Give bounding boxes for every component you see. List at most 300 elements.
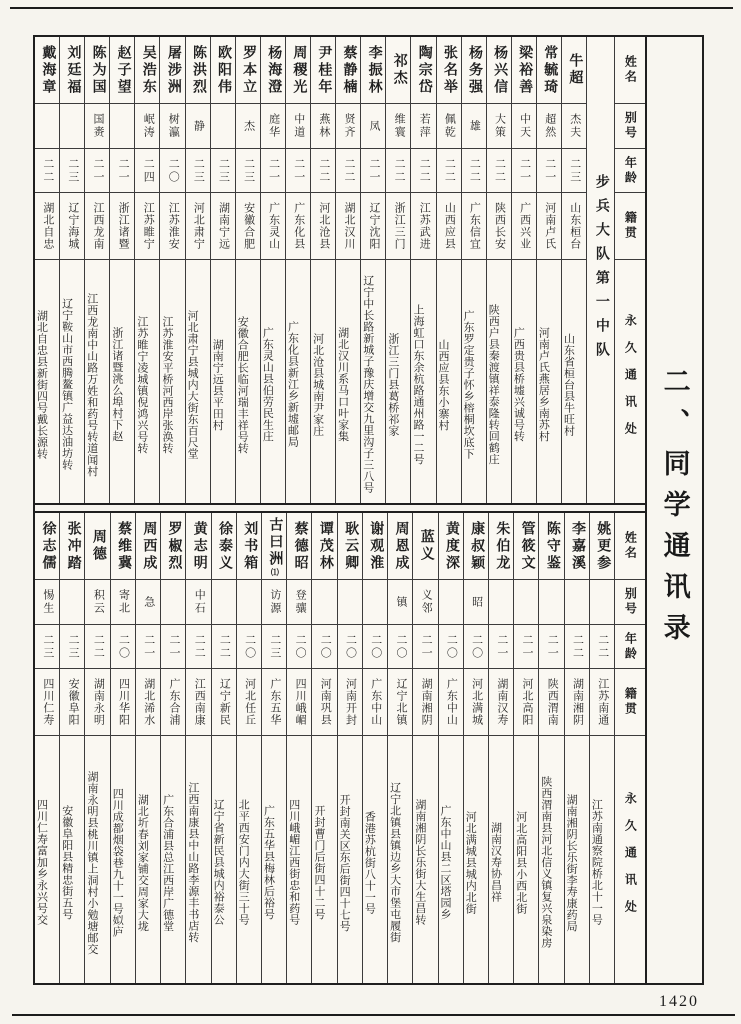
- person-name: 杨兴信: [492, 44, 508, 96]
- person-alias: 贤齐: [342, 113, 355, 139]
- person-native-place-cell: [512, 193, 536, 260]
- person-alias: 雄: [468, 119, 481, 133]
- header-age: 年龄: [623, 631, 638, 662]
- person-alias-cell: [236, 104, 260, 149]
- person-age-cell: [261, 149, 285, 193]
- person-column: [236, 513, 261, 983]
- person-column: [35, 513, 59, 983]
- person-native-place: 广东灵山: [267, 202, 280, 250]
- person-age: 二一: [495, 633, 508, 660]
- person-native-place: 河南开封: [344, 678, 357, 726]
- person-address: 开封曹门后街四十二号: [312, 805, 325, 920]
- person-native-place-cell: [489, 669, 513, 736]
- person-age: 二三: [242, 157, 255, 184]
- person-age: 二二: [393, 157, 406, 184]
- section-title-strip: [645, 37, 702, 983]
- person-age-cell: [186, 149, 210, 193]
- person-native-place: 广西兴业: [518, 202, 531, 250]
- person-address-cell: [514, 736, 538, 983]
- person-age: 二三: [268, 633, 281, 660]
- person-column: [210, 37, 235, 503]
- person-address-cell: [489, 736, 513, 983]
- person-name: 徐志儒: [40, 520, 56, 572]
- person-address: 广东罗定贵子怀乡榕桐坎底下: [462, 309, 475, 460]
- person-native-place: 河北任丘: [243, 678, 256, 726]
- person-name: 刘廷福: [65, 44, 81, 96]
- person-age: 二一: [292, 157, 305, 184]
- person-native-place: 河北沧县: [317, 202, 330, 250]
- person-name: 李嘉溪: [570, 520, 586, 572]
- person-address-cell: [135, 260, 159, 503]
- person-age-cell: [212, 625, 236, 669]
- person-native-place: 江西龙南: [92, 202, 104, 250]
- person-name-cell: [186, 513, 210, 580]
- person-alias: 超然: [543, 113, 556, 139]
- page-border-bottom: [12, 1014, 735, 1016]
- person-name-cell: [590, 513, 614, 580]
- person-native-place-cell: [261, 193, 285, 260]
- person-native-place-cell: [237, 669, 261, 736]
- person-name-cell: [236, 37, 260, 104]
- person-native-place: 广东信宜: [468, 202, 481, 250]
- person-alias: 维寰: [393, 113, 406, 139]
- person-address-cell: [464, 736, 488, 983]
- person-age-cell: [211, 149, 235, 193]
- person-native-place-cell: [437, 193, 461, 260]
- person-age: 二三: [41, 633, 54, 660]
- person-age: 二一: [546, 633, 559, 660]
- person-alias-cell: [489, 580, 513, 625]
- person-native-place-cell: [211, 193, 235, 260]
- person-address-cell: [186, 736, 210, 983]
- person-native-place-cell: [514, 669, 538, 736]
- person-name: 罗椒烈: [166, 520, 182, 572]
- person-column: [261, 513, 286, 983]
- person-native-place: 辽宁海城: [66, 202, 79, 250]
- person-age: 二〇: [445, 633, 458, 660]
- person-name-cell: [338, 513, 362, 580]
- person-native-place: 河北满城: [470, 678, 483, 726]
- header-native-cell: [615, 669, 645, 736]
- page-border-top: [10, 7, 733, 9]
- person-alias: 大策: [493, 113, 506, 139]
- header-age: 年龄: [623, 155, 638, 186]
- person-name: 古曰洲⑴: [267, 516, 283, 576]
- person-address: 湖北自忠县新街四号戴长源转: [35, 309, 48, 460]
- person-alias-cell: [60, 104, 84, 149]
- person-address-cell: [236, 260, 260, 503]
- person-alias: 静: [192, 119, 205, 133]
- person-name: 陶宗岱: [416, 44, 432, 96]
- person-name-cell: [388, 513, 412, 580]
- person-address-cell: [363, 736, 387, 983]
- person-alias-cell: [411, 104, 435, 149]
- person-address: 河北肃宁县城内大街东百尺堂: [186, 309, 199, 460]
- person-name: 杨务强: [466, 44, 482, 96]
- person-name-cell: [462, 37, 486, 104]
- person-age: 二一: [92, 157, 104, 184]
- person-address: 江苏南通察院桥北十一号: [590, 799, 603, 926]
- person-alias: 庭华: [267, 113, 280, 139]
- person-name: 梁裕善: [517, 44, 533, 96]
- person-age-cell: [60, 625, 84, 669]
- person-address-cell: [186, 260, 210, 503]
- person-column: [109, 37, 134, 503]
- person-alias: 杰: [242, 119, 255, 133]
- header-native: 籍贯: [623, 211, 638, 241]
- person-native-place: 湖南汉寿: [495, 678, 508, 726]
- page-number: 1420: [659, 993, 699, 1010]
- person-name: 常毓琦: [542, 44, 558, 96]
- person-name: 牛超: [567, 53, 583, 87]
- person-alias-cell: [111, 580, 135, 625]
- person-address: 安徽合肥长临河瑞丰祥号转: [236, 315, 249, 454]
- person-age: 二二: [468, 157, 481, 184]
- person-age: 二〇: [167, 157, 180, 184]
- person-age-cell: [311, 149, 335, 193]
- person-name-cell: [411, 37, 435, 104]
- person-alias-cell: [565, 580, 589, 625]
- person-alias: 树瀛: [167, 113, 180, 139]
- person-name: 管筱文: [519, 520, 535, 572]
- person-age: 二一: [142, 633, 155, 660]
- person-native-place: 江西南康: [193, 678, 206, 726]
- person-address: 陕西户县秦渡镇祥泰隆转回鹤庄: [487, 304, 500, 465]
- person-age-cell: [411, 149, 435, 193]
- person-alias: 急: [142, 595, 155, 609]
- person-column: [536, 37, 561, 503]
- person-native-place-cell: [35, 193, 59, 260]
- person-native-place: 浙江三门: [393, 202, 406, 250]
- person-address: 辽宁北镇县镇边乡大市堡屯履街: [388, 782, 401, 943]
- person-column: [185, 513, 210, 983]
- person-column: [488, 513, 513, 983]
- person-address: 四川峨嵋江西街忠和药号: [287, 799, 300, 926]
- person-age: 二三: [217, 157, 230, 184]
- person-address-cell: [110, 260, 134, 503]
- field-header-column: [614, 37, 645, 503]
- person-name: 谢观淮: [368, 520, 384, 572]
- person-name: 康叔颖: [469, 520, 485, 572]
- person-name: 戴海章: [40, 44, 56, 96]
- person-native-place-cell: [160, 193, 184, 260]
- person-address-cell: [262, 736, 286, 983]
- person-native-place: 广东化县: [292, 202, 305, 250]
- person-age-cell: [60, 149, 84, 193]
- header-address-cell: [615, 736, 645, 983]
- person-name-cell: [35, 37, 59, 104]
- person-address: 江苏淮安平桥河西岸张涣转: [161, 315, 174, 454]
- person-age: 二二: [443, 157, 456, 184]
- person-age: 二〇: [294, 633, 307, 660]
- person-address: 广东五华县梅林后裕号: [262, 805, 275, 920]
- person-native-place-cell: [85, 669, 109, 736]
- person-column: [235, 37, 260, 503]
- person-address-cell: [161, 736, 185, 983]
- person-name: 欧阳伟: [216, 44, 232, 96]
- person-name: 陈为国: [90, 44, 106, 96]
- person-address: 开封南关区东后街四十七号: [338, 793, 351, 932]
- person-address: 辽宁鞍山市西腾鳌镇广益达油坊转: [60, 298, 73, 471]
- person-native-place-cell: [286, 193, 310, 260]
- person-column: [438, 513, 463, 983]
- person-column: [412, 513, 437, 983]
- person-native-place: 河北高阳: [521, 678, 534, 726]
- person-native-place-cell: [487, 193, 511, 260]
- person-alias: 杰夫: [568, 113, 581, 139]
- person-column: [84, 37, 109, 503]
- person-address: 四川仁寿富加乡永兴号交: [35, 799, 48, 926]
- person-alias-cell: [439, 580, 463, 625]
- person-native-place: 江苏南通: [596, 678, 609, 726]
- person-native-place: 河北肃宁: [192, 202, 205, 250]
- header-address: 永久通讯处: [623, 792, 638, 927]
- person-age: 二〇: [243, 633, 256, 660]
- person-column: [84, 513, 109, 983]
- person-column: [335, 37, 360, 503]
- person-name-cell: [336, 37, 360, 104]
- person-native-place: 湖北汉川: [342, 202, 355, 250]
- person-name-cell: [262, 513, 286, 580]
- person-native-place: 浙江诸暨: [117, 202, 130, 250]
- person-age-cell: [237, 625, 261, 669]
- person-age-cell: [35, 149, 59, 193]
- person-address: 北平西安门内大街三十号: [237, 799, 250, 926]
- person-column: [589, 513, 614, 983]
- person-native-place: 湖南宁远: [217, 202, 230, 250]
- person-column: [285, 37, 310, 503]
- header-age-cell: [615, 149, 645, 193]
- person-native-place: 安徽合肥: [242, 202, 255, 250]
- tables-area: [35, 37, 645, 983]
- person-native-place-cell: [562, 193, 586, 260]
- person-native-place: 四川仁寿: [41, 678, 54, 726]
- person-column: [260, 37, 285, 503]
- person-alias-cell: [562, 104, 586, 149]
- person-alias-cell: [110, 104, 134, 149]
- person-address: 河北高阳县小西北街: [514, 810, 527, 915]
- person-age: 二一: [521, 633, 534, 660]
- person-age-cell: [514, 625, 538, 669]
- person-alias-cell: [161, 580, 185, 625]
- person-name-cell: [562, 37, 586, 104]
- person-alias-cell: [388, 580, 412, 625]
- person-age: 二一: [267, 157, 280, 184]
- person-age-cell: [136, 625, 160, 669]
- person-alias-cell: [361, 104, 385, 149]
- person-native-place-cell: [361, 193, 385, 260]
- person-address-cell: [60, 736, 84, 983]
- person-column: [337, 513, 362, 983]
- person-age-cell: [287, 625, 311, 669]
- person-address: 江西南康县中山路李源丰书店转: [186, 782, 199, 943]
- person-age-cell: [462, 149, 486, 193]
- person-column: [286, 513, 311, 983]
- roster-table-top: [35, 37, 645, 505]
- person-address-cell: [565, 736, 589, 983]
- person-age: 二二: [317, 157, 330, 184]
- person-alias-cell: [286, 104, 310, 149]
- person-address-cell: [85, 260, 109, 503]
- person-name-cell: [135, 37, 159, 104]
- person-age: 二二: [218, 633, 231, 660]
- person-name: 张冲踏: [65, 520, 81, 572]
- person-name-cell: [512, 37, 536, 104]
- person-native-place-cell: [565, 669, 589, 736]
- person-address-cell: [85, 736, 109, 983]
- person-name: 黄度深: [443, 520, 459, 572]
- person-address: 山东省桓台县牛旺村: [562, 332, 575, 437]
- person-column: [564, 513, 589, 983]
- person-address-cell: [388, 736, 412, 983]
- person-age: 二四: [142, 157, 155, 184]
- person-address: 安徽阜阳县精忠街五号: [60, 805, 73, 920]
- person-address-cell: [361, 260, 385, 503]
- person-native-place: 山西应县: [443, 202, 456, 250]
- person-name: 祁杰: [391, 53, 407, 87]
- person-name: 周稷光: [291, 44, 307, 96]
- person-native-place: 江苏武进: [418, 202, 431, 250]
- person-name-cell: [60, 37, 84, 104]
- person-column: [135, 513, 160, 983]
- person-age: 二二: [596, 633, 609, 660]
- header-address-cell: [615, 260, 645, 503]
- person-age: 二一: [368, 157, 381, 184]
- person-native-place-cell: [411, 193, 435, 260]
- person-age-cell: [262, 625, 286, 669]
- person-address: 湖南湘阴长乐街大生昌转: [413, 799, 426, 926]
- person-name-cell: [286, 37, 310, 104]
- person-age: 二一: [167, 633, 180, 660]
- person-alias: 国赉: [92, 113, 104, 139]
- person-column: [436, 37, 461, 503]
- person-native-place-cell: [236, 193, 260, 260]
- person-native-place-cell: [311, 193, 335, 260]
- person-alias-cell: [462, 104, 486, 149]
- person-address: 上海虹口东余杭路通州路一二号: [411, 304, 424, 465]
- person-name-cell: [361, 37, 385, 104]
- person-address-cell: [160, 260, 184, 503]
- person-native-place-cell: [386, 193, 410, 260]
- person-alias-cell: [35, 104, 59, 149]
- person-alias-cell: [590, 580, 614, 625]
- person-native-place: 陕西长安: [493, 202, 506, 250]
- person-alias-cell: [237, 580, 261, 625]
- person-alias-cell: [363, 580, 387, 625]
- person-age: 二三: [67, 633, 80, 660]
- person-address-cell: [111, 736, 135, 983]
- person-age-cell: [110, 149, 134, 193]
- person-alias-cell: [514, 580, 538, 625]
- person-alias-cell: [311, 104, 335, 149]
- person-age-cell: [286, 149, 310, 193]
- person-alias-cell: [60, 580, 84, 625]
- person-alias-cell: [338, 580, 362, 625]
- header-address: 永久通讯处: [623, 314, 638, 449]
- person-alias: 若萍: [418, 113, 431, 139]
- directory-table-frame: [33, 35, 704, 985]
- person-name: 谭茂林: [317, 520, 333, 572]
- person-native-place: 山东桓台: [568, 202, 581, 250]
- person-address-cell: [287, 736, 311, 983]
- person-alias: 义邻: [420, 589, 433, 615]
- person-alias: 镇: [394, 595, 407, 609]
- person-native-place: 湖南湘阴: [571, 678, 584, 726]
- person-age: 二〇: [470, 633, 483, 660]
- person-column: [59, 37, 84, 503]
- person-column: [211, 513, 236, 983]
- person-alias: 佩乾: [443, 113, 456, 139]
- person-name-cell: [439, 513, 463, 580]
- person-column: [160, 513, 185, 983]
- person-alias-cell: [160, 104, 184, 149]
- person-age: 二三: [192, 157, 205, 184]
- person-name: 赵子望: [115, 44, 131, 96]
- person-age-cell: [312, 625, 336, 669]
- person-name-cell: [437, 37, 461, 104]
- person-age-cell: [439, 625, 463, 669]
- person-native-place-cell: [539, 669, 563, 736]
- header-alias-cell: [615, 104, 645, 149]
- person-alias-cell: [135, 104, 159, 149]
- person-native-place-cell: [135, 193, 159, 260]
- person-column: [513, 513, 538, 983]
- person-address-cell: [462, 260, 486, 503]
- person-name-cell: [85, 37, 109, 104]
- person-alias: 昭: [470, 595, 483, 609]
- person-alias-cell: [512, 104, 536, 149]
- person-alias-cell: [261, 104, 285, 149]
- person-age: 二〇: [394, 633, 407, 660]
- person-alias-cell: [186, 580, 210, 625]
- person-native-place-cell: [186, 193, 210, 260]
- person-address: 湖南汉寿协昌祥: [489, 822, 502, 903]
- person-address: 湖南湘阴长乐街李寿康药局: [565, 793, 578, 932]
- roster-table-bottom: [35, 511, 645, 983]
- person-age: 二三: [66, 157, 79, 184]
- person-name-cell: [136, 513, 160, 580]
- person-native-place-cell: [136, 669, 160, 736]
- person-alias-cell: [336, 104, 360, 149]
- person-column: [35, 37, 59, 503]
- person-age-cell: [565, 625, 589, 669]
- person-native-place: 河南巩县: [319, 678, 332, 726]
- person-name-cell: [413, 513, 437, 580]
- person-alias-cell: [287, 580, 311, 625]
- person-name-cell: [539, 513, 563, 580]
- person-address-cell: [312, 736, 336, 983]
- person-name: 陈守鉴: [544, 520, 560, 572]
- person-address: 湖北汉川系马口叶家集: [336, 327, 349, 442]
- person-name-cell: [111, 513, 135, 580]
- person-age-cell: [539, 625, 563, 669]
- person-name: 罗本立: [241, 44, 257, 96]
- person-name-cell: [186, 37, 210, 104]
- person-alias-cell: [537, 104, 561, 149]
- person-name-cell: [110, 37, 134, 104]
- person-name: 张名举: [441, 44, 457, 96]
- person-address: 广东合浦县总江西岸广德堂: [161, 793, 174, 932]
- person-name-cell: [487, 37, 511, 104]
- person-address: 陕西渭南县河北信义镇复兴泉染房: [539, 776, 552, 949]
- field-header-column: [614, 513, 645, 983]
- person-native-place-cell: [312, 669, 336, 736]
- person-native-place-cell: [212, 669, 236, 736]
- person-native-place: 四川华阳: [117, 678, 130, 726]
- person-age-cell: [562, 149, 586, 193]
- person-address-cell: [286, 260, 310, 503]
- person-native-place-cell: [590, 669, 614, 736]
